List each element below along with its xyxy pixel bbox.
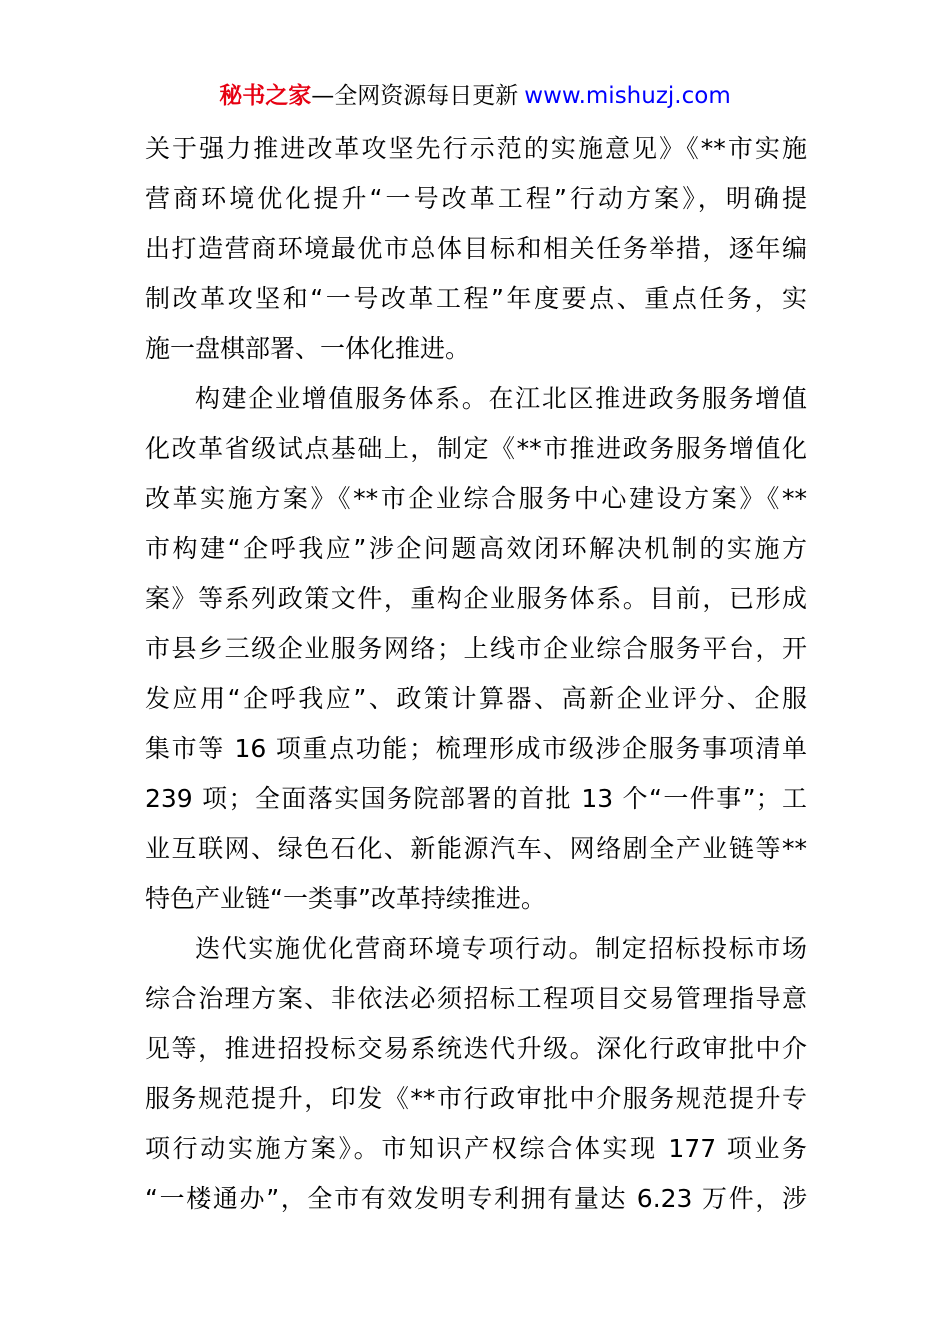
text-line: 营商环境优化提升“一号改革工程”行动方案》，明确提 xyxy=(145,184,807,213)
site-url-link[interactable]: www.mishuzj.com xyxy=(524,83,731,109)
text-line: 案》等系列政策文件，重构企业服务体系。目前，已形成 xyxy=(145,584,807,613)
text-line: 化改革省级试点基础上，制定《**市推进政务服务增值化 xyxy=(145,434,807,463)
paragraph xyxy=(145,374,807,924)
site-brand: 秘书之家 xyxy=(219,83,312,109)
text-line: 迭代实施优化营商环境专项行动。制定招标投标市场 xyxy=(195,934,807,963)
text-line: 构建企业增值服务体系。在江北区推进政务服务增值 xyxy=(195,384,807,413)
text-line: 综合治理方案、非依法必须招标工程项目交易管理指导意 xyxy=(145,984,807,1013)
text-line: 特色产业链“一类事”改革持续推进。 xyxy=(145,884,546,913)
text-line: 发应用“企呼我应”、政策计算器、高新企业评分、企服 xyxy=(145,684,807,713)
text-line: 服务规范提升，印发《**市行政审批中介服务规范提升专 xyxy=(145,1084,807,1113)
document-body xyxy=(145,124,807,1224)
text-line: 见等，推进招投标交易系统迭代升级。深化行政审批中介 xyxy=(145,1034,807,1063)
text-line: 改革实施方案》《**市企业综合服务中心建设方案》《** xyxy=(145,484,807,513)
text-line: 集市等 16 项重点功能；梳理形成市级涉企服务事项清单 xyxy=(145,734,807,763)
site-slogan: —全网资源每日更新 xyxy=(311,83,519,109)
text-line: 市县乡三级企业服务网络；上线市企业综合服务平台，开 xyxy=(145,634,807,663)
paragraph xyxy=(145,924,807,1224)
text-line: 项行动实施方案》。市知识产权综合体实现 177 项业务 xyxy=(145,1134,807,1163)
text-line: 市构建“企呼我应”涉企问题高效闭环解决机制的实施方 xyxy=(145,534,807,563)
paragraph xyxy=(145,124,807,374)
text-line: 239 项；全面落实国务院部署的首批 13 个“一件事”；工 xyxy=(145,784,807,813)
text-line: 出打造营商环境最优市总体目标和相关任务举措，逐年编 xyxy=(145,234,807,263)
text-line: 制改革攻坚和“一号改革工程”年度要点、重点任务，实 xyxy=(145,284,807,313)
text-line: “一楼通办”，全市有效发明专利拥有量达 6.23 万件，涉 xyxy=(145,1184,807,1213)
text-line: 业互联网、绿色石化、新能源汽车、网络剧全产业链等** xyxy=(145,834,807,863)
text-line: 施一盘棋部署、一体化推进。 xyxy=(145,334,471,363)
text-line: 关于强力推进改革攻坚先行示范的实施意见》《**市实施 xyxy=(145,134,807,163)
page-header xyxy=(0,79,950,113)
